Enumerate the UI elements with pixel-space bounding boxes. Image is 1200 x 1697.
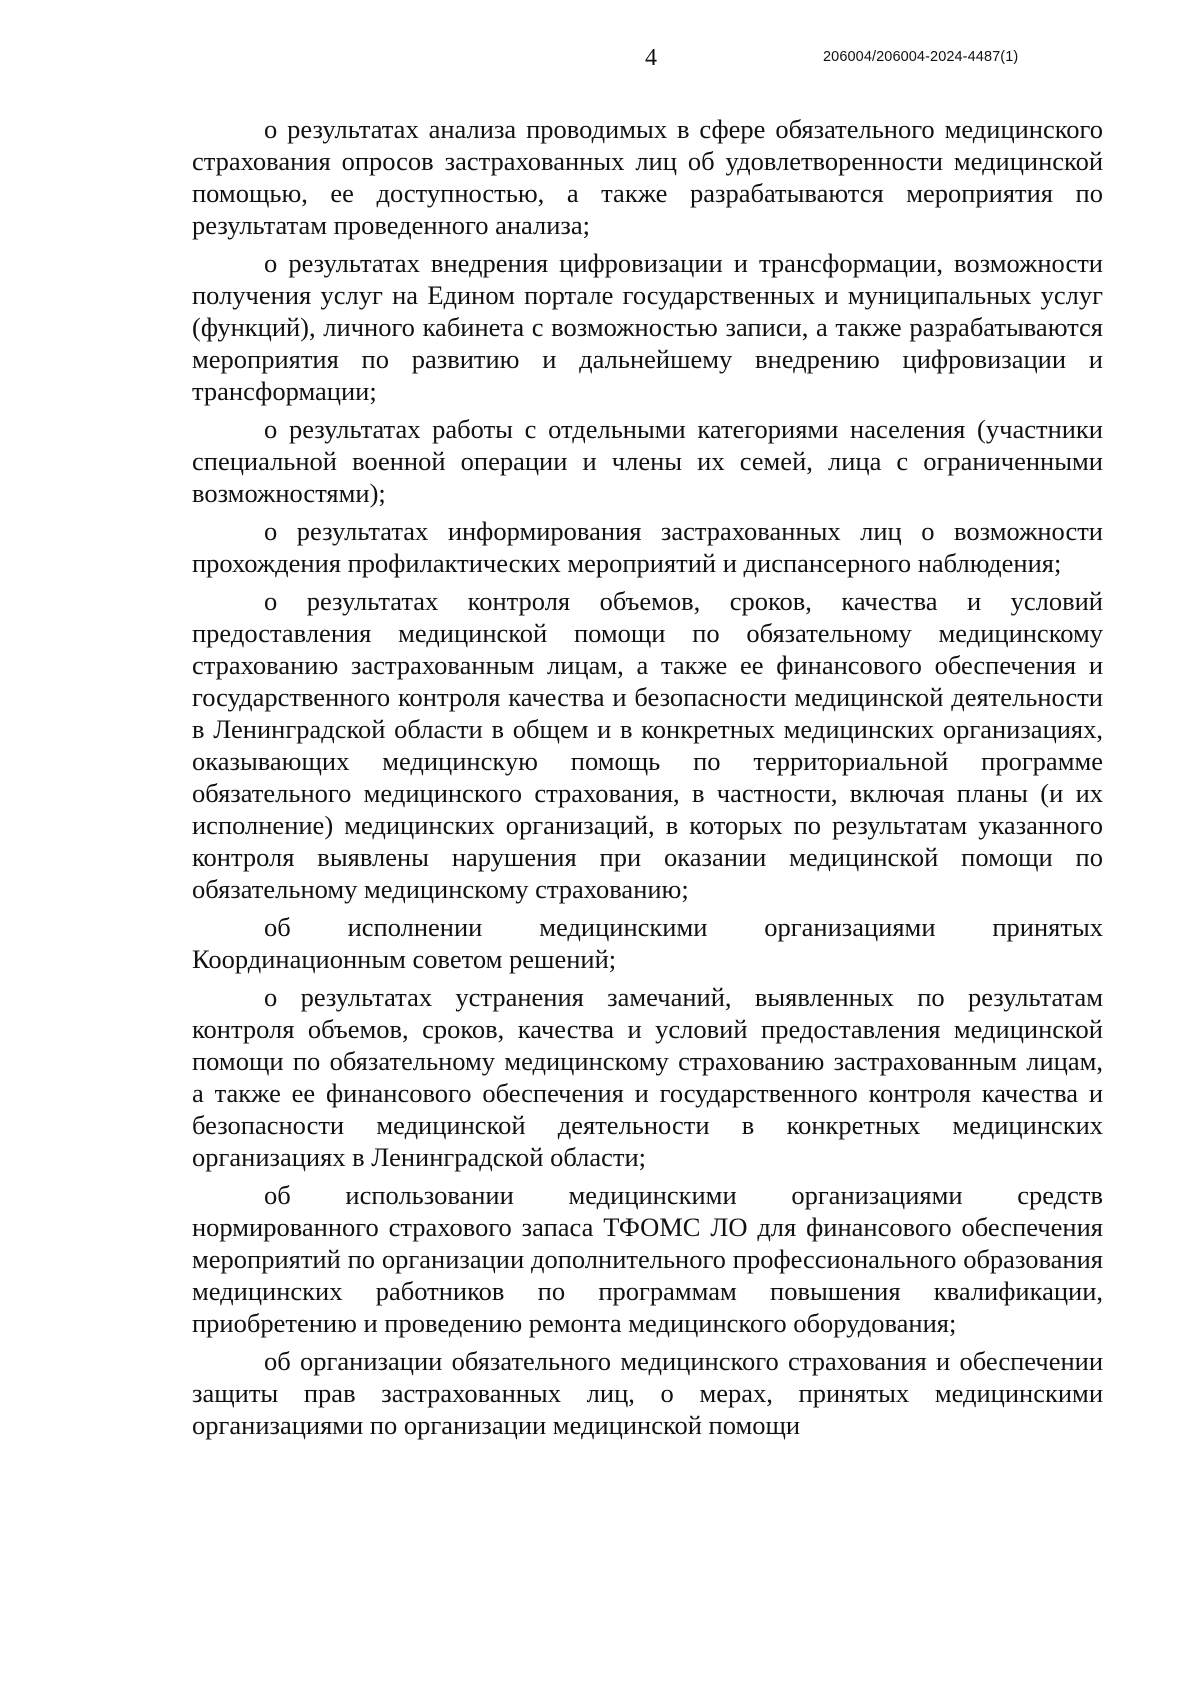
page-number: 4: [645, 45, 657, 71]
paragraph-council-decisions: об исполнении медицинскими организациями принятых Координационным советом решений;: [192, 912, 1103, 974]
paragraph-insurance-reserve: об использовании медицинскими организациями средств нормированного страхового запаса ТФОМС ЛО для финансового обеспечения мероприятий по организации дополнительного профессионального образования медицинских работников по программам повышения квалификации, приобретению и проведению ремонта медицинского оборудования;: [192, 1180, 1103, 1338]
paragraph-digitalization: о результатах внедрения цифровизации и трансформации, возможности получения услуг на Едином портале государственных и муниципальных услуг (функций), личного кабинета с возможностью записи, а также разрабатываются мероприятия по развитию и дальнейшему внедрению цифровизации и трансформации;: [192, 248, 1103, 406]
paragraph-informing: о результатах информирования застрахованных лиц о возможности прохождения профилактических мероприятий и диспансерного наблюдения;: [192, 516, 1103, 578]
paragraph-rights-protection: об организации обязательного медицинского страхования и обеспечении защиты прав застрахованных лиц, о мерах, принятых медицинскими организациями по организации медицинской помощи: [192, 1346, 1103, 1440]
paragraph-population-categories: о результатах работы с отдельными категориями населения (участники специальной военной операции и члены их семей, лица с ограниченными возможностями);: [192, 414, 1103, 508]
document-body: [192, 113, 1103, 1447]
paragraph-control-results: о результатах контроля объемов, сроков, качества и условий предоставления медицинской помощи по обязательному медицинскому страхованию застрахованным лицам, а также ее финансового обеспечения и государственного контроля качества и безопасности медицинской деятельности в Ленинградской области в общем и в конкретных медицинских организациях, оказывающих медицинскую помощь по территориальной программе обязательного медицинского страхования, в частности, включая планы (и их исполнение) медицинских организаций, в которых по результатам указанного контроля выявлены нарушения при оказании медицинской помощи по обязательному медицинскому страхованию;: [192, 586, 1103, 904]
document-id: 206004/206004-2024-4487(1): [823, 49, 1019, 65]
paragraph-survey-results: о результатах анализа проводимых в сфере обязательного медицинского страхования опросов застрахованных лиц об удовлетворенности медицинской помощью, ее доступностью, а также разрабатываются мероприятия по результатам проведенного анализа;: [192, 114, 1103, 240]
paragraph-remarks-elimination: о результатах устранения замечаний, выявленных по результатам контроля объемов, сроков, качества и условий предоставления медицинской помощи по обязательному медицинскому страхованию застрахованным лицам, а также ее финансового обеспечения и государственного контроля качества и безопасности медицинской деятельности в конкретных медицинских организациях в Ленинградской области;: [192, 982, 1103, 1172]
